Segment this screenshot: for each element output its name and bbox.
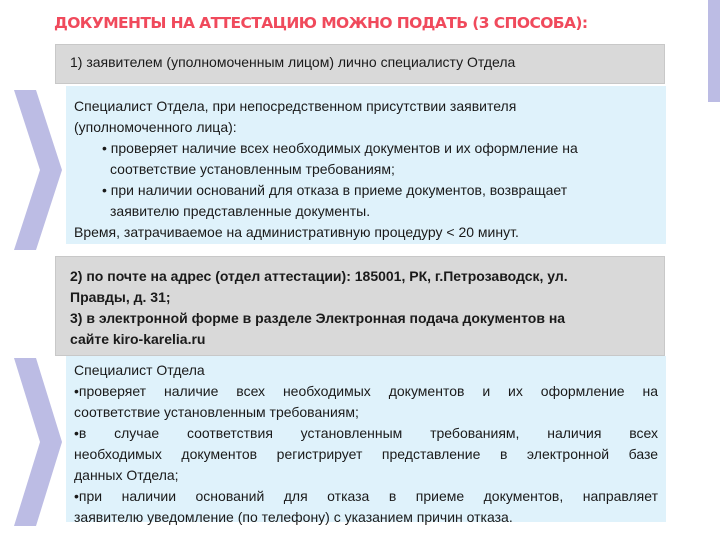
bullet-item: •при наличии оснований для отказа в приеме документов, направляет — [74, 488, 658, 504]
method2-address: 2) по почте на адрес (отдел аттестации): 185001, РК, г.Петрозаводск, ул. — [70, 268, 568, 284]
bullet-item-continuation: заявителю представленные документы. — [110, 203, 371, 219]
bullet-item-continuation: необходимых документов регистрирует представление в электронной базе — [74, 446, 658, 462]
details-text: Специалист Отдела, при непосредственном присутствии заявителя — [74, 98, 517, 114]
details-text: Специалист Отдела — [74, 362, 205, 378]
bullet-item-continuation: заявителю уведомление (по телефону) с указанием причин отказа. — [74, 509, 513, 525]
method23-details-box — [66, 356, 666, 525]
method3-online: 3) в электронной форме в разделе Электронная подача документов на — [70, 310, 566, 326]
page-title: ДОКУМЕНТЫ НА АТТЕСТАЦИЮ МОЖНО ПОДАТЬ (3 СПОСОБА): — [54, 14, 588, 32]
bullet-item-continuation: соответствие установленным требованиям; — [110, 161, 395, 177]
bullet-item: • при наличии оснований для отказа в приеме документов, возвращает — [102, 182, 568, 198]
time-note: Время, затрачиваемое на административную процедуру < 20 минут. — [74, 224, 519, 240]
method2-address-cont: Правды, д. 31; — [70, 289, 171, 305]
method1-details-box — [66, 86, 666, 244]
method1-box — [55, 44, 665, 84]
bullet-item: •проверяет наличие всех необходимых документов и их оформление на — [74, 383, 658, 399]
bullet-item: •в случае соответствия установленным требованиям, наличия всех — [74, 425, 658, 441]
bullet-item-continuation: соответствие установленным требованиям; — [74, 404, 359, 420]
method23-box — [55, 256, 665, 356]
method1-label: 1) заявителем (уполномоченным лицом) лично специалисту Отдела — [70, 54, 516, 70]
details-text: (уполномоченного лица): — [74, 119, 237, 135]
chevron-arrow-icon — [14, 358, 64, 526]
right-accent-bar — [708, 0, 720, 102]
chevron-arrow-icon — [14, 90, 64, 250]
bullet-item: • проверяет наличие всех необходимых документов и их оформление на — [102, 140, 578, 156]
method3-site: сайте kiro-karelia.ru — [70, 331, 206, 347]
bullet-item-continuation: данных Отдела; — [74, 467, 179, 483]
